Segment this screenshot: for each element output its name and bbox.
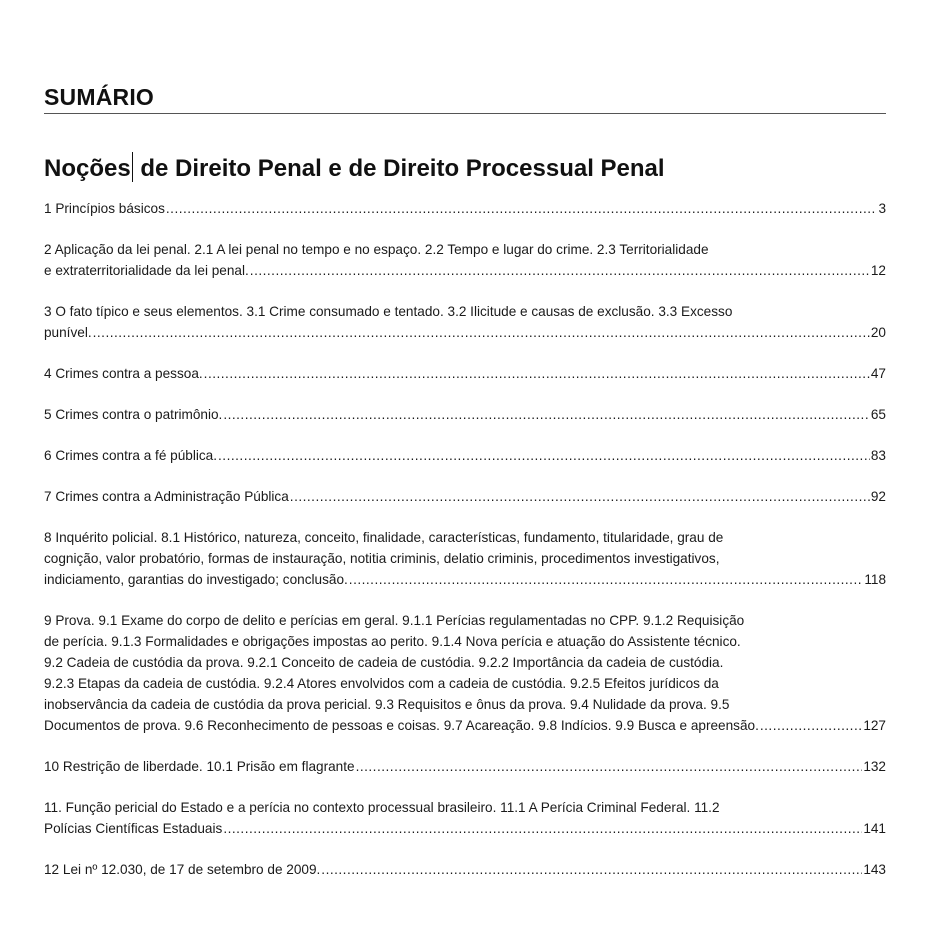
- toc-entry-last-line: [44, 260, 886, 281]
- dot-leader: [204, 363, 870, 384]
- dot-leader: [290, 486, 870, 507]
- toc-page-number: 65: [870, 407, 886, 422]
- summary-heading: SUMÁRIO: [44, 84, 155, 110]
- toc-entry[interactable]: [44, 756, 886, 777]
- toc-entry-line: 8 Inquérito policial. 8.1 Histórico, natureza, conceito, finalidade, características, fundamento, titularidade, grau de: [44, 530, 724, 545]
- toc-page-number: 132: [863, 759, 886, 774]
- toc-entry[interactable]: [44, 527, 886, 590]
- toc-entry-text: 10 Restrição de liberdade. 10.1 Prisão em flagrante: [44, 759, 355, 774]
- text-cursor: [132, 152, 133, 182]
- toc-page-number: 20: [870, 325, 886, 340]
- dot-leader: [349, 569, 864, 590]
- toc-page-number: 92: [870, 489, 886, 504]
- toc-entry-text: Polícias Científicas Estaduais: [44, 821, 223, 836]
- toc-entry[interactable]: [44, 486, 886, 507]
- dot-leader: [166, 198, 878, 219]
- toc-entry-last-line: [44, 198, 886, 219]
- section-title: [44, 152, 886, 184]
- toc-entry-text: 1 Princípios básicos: [44, 201, 165, 216]
- section-title-part1: Noções: [44, 155, 131, 182]
- toc-entry[interactable]: [44, 797, 886, 839]
- toc-entry-line: inobservância da cadeia de custódia da prova pericial. 9.3 Requisitos e ônus da prova. 9.4 Nulidade da prova. 9.5: [44, 697, 730, 712]
- toc-entry-text: 5 Crimes contra o patrimônio.: [44, 407, 223, 422]
- toc-entry-last-line: [44, 715, 886, 736]
- toc-entry-line: 2 Aplicação da lei penal. 2.1 A lei penal no tempo e no espaço. 2.2 Tempo e lugar do crime. 2.3 Territorialidade: [44, 242, 709, 257]
- toc-entry-last-line: [44, 486, 886, 507]
- toc-entry-line: de perícia. 9.1.3 Formalidades e obrigações impostas ao perito. 9.1.4 Nova perícia e atuação do Assistente técnico.: [44, 634, 741, 649]
- toc-entry-line: 9 Prova. 9.1 Exame do corpo de delito e perícias em geral. 9.1.1 Perícias regulamentadas no CPP. 9.1.2 Requisição: [44, 613, 745, 628]
- toc-entry-line: cognição, valor probatório, formas de instauração, notitia criminis, delatio criminis, procedimentos investigativos,: [44, 551, 720, 566]
- heading-rule: [44, 113, 886, 114]
- toc-page-number: 143: [863, 862, 886, 877]
- toc-entry-last-line: [44, 756, 886, 777]
- toc-page-number: 141: [863, 821, 886, 836]
- toc-entry-last-line: [44, 818, 886, 839]
- dot-leader: [250, 260, 870, 281]
- toc-page-number: 3: [878, 201, 886, 216]
- toc-entry-text: Documentos de prova. 9.6 Reconhecimento de pessoas e coisas. 9.7 Acareação. 9.8 Indícios. 9.9 Busca e apreensão.: [44, 718, 759, 733]
- toc-entry-text: 6 Crimes contra a fé pública.: [44, 448, 218, 463]
- toc-page-number: 127: [863, 718, 886, 733]
- toc-page-number: 12: [870, 263, 886, 278]
- toc-entry-line: 9.2 Cadeia de custódia da prova. 9.2.1 Conceito de cadeia de custódia. 9.2.2 Importância da cadeia de custódia.: [44, 655, 724, 670]
- toc-entry[interactable]: [44, 859, 886, 880]
- table-of-contents: [44, 198, 886, 880]
- toc-page-number: 83: [870, 448, 886, 463]
- dot-leader: [218, 445, 870, 466]
- toc-entry[interactable]: [44, 404, 886, 425]
- dot-leader: [356, 756, 863, 777]
- dot-leader: [321, 859, 862, 880]
- toc-entry-line: 3 O fato típico e seus elementos. 3.1 Crime consumado e tentado. 3.2 Ilicitude e causas de exclusão. 3.3 Excesso: [44, 304, 733, 319]
- dot-leader: [223, 818, 862, 839]
- toc-entry-text: 12 Lei nº 12.030, de 17 de setembro de 2009.: [44, 862, 321, 877]
- toc-entry-text: e extraterritorialidade da lei penal.: [44, 263, 249, 278]
- dot-leader: [760, 715, 862, 736]
- toc-entry-text: 4 Crimes contra a pessoa.: [44, 366, 203, 381]
- toc-entry-last-line: [44, 445, 886, 466]
- toc-entry-line: 9.2.3 Etapas da cadeia de custódia. 9.2.4 Atores envolvidos com a cadeia de custódia. 9.2.5 Efeitos jurídicos da: [44, 676, 719, 691]
- toc-entry-last-line: [44, 322, 886, 343]
- toc-entry-last-line: [44, 859, 886, 880]
- toc-page-number: 47: [870, 366, 886, 381]
- toc-entry[interactable]: [44, 198, 886, 219]
- dot-leader: [223, 404, 870, 425]
- toc-entry-text: punível.: [44, 325, 92, 340]
- toc-entry[interactable]: [44, 363, 886, 384]
- section-title-part2: de Direito Penal e de Direito Processual Penal: [133, 155, 665, 182]
- dot-leader: [93, 322, 870, 343]
- toc-entry-text: indiciamento, garantias do investigado; conclusão.: [44, 572, 348, 587]
- toc-page-number: 118: [864, 572, 886, 587]
- document-page: [44, 82, 886, 900]
- toc-entry[interactable]: [44, 239, 886, 281]
- toc-entry[interactable]: [44, 445, 886, 466]
- toc-entry-line: 11. Função pericial do Estado e a perícia no contexto processual brasileiro. 11.1 A Perícia Criminal Federal. 11.2: [44, 800, 720, 815]
- toc-entry-last-line: [44, 569, 886, 590]
- toc-entry[interactable]: [44, 610, 886, 736]
- toc-entry[interactable]: [44, 301, 886, 343]
- toc-entry-last-line: [44, 363, 886, 384]
- toc-entry-last-line: [44, 404, 886, 425]
- toc-entry-text: 7 Crimes contra a Administração Pública: [44, 489, 289, 504]
